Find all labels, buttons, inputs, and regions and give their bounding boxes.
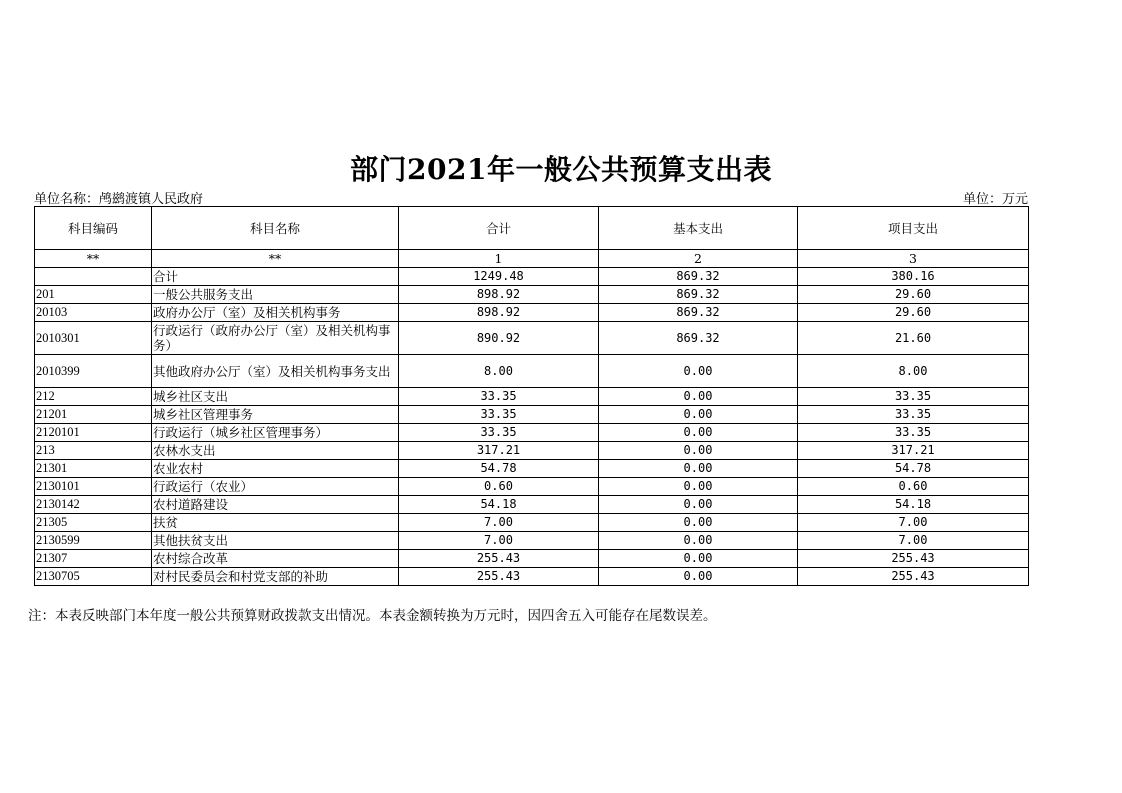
table-row bbox=[35, 322, 1029, 355]
project-cell: 8.00 bbox=[798, 355, 1029, 388]
index-cell: 3 bbox=[798, 250, 1029, 268]
table-row bbox=[35, 304, 1029, 322]
total-cell: 33.35 bbox=[399, 388, 599, 406]
table-row bbox=[35, 406, 1029, 424]
table-row bbox=[35, 286, 1029, 304]
basic-cell: 869.32 bbox=[599, 268, 798, 286]
footnote: 注：本表反映部门本年度一般公共预算财政拨款支出情况。本表金额转换为万元时，因四舍五入可能存在尾数误差。 bbox=[28, 608, 717, 624]
total-cell: 1249.48 bbox=[399, 268, 599, 286]
project-cell: 33.35 bbox=[798, 388, 1029, 406]
name-cell: 农业农村 bbox=[152, 460, 399, 478]
name-cell: 其他政府办公厅（室）及相关机构事务支出 bbox=[152, 355, 399, 388]
name-cell: 农村道路建设 bbox=[152, 496, 399, 514]
project-cell: 29.60 bbox=[798, 286, 1029, 304]
basic-cell: 869.32 bbox=[599, 322, 798, 355]
table-row bbox=[35, 478, 1029, 496]
name-cell: 行政运行（农业） bbox=[152, 478, 399, 496]
column-header-basic: 基本支出 bbox=[599, 207, 798, 250]
total-cell: 898.92 bbox=[399, 304, 599, 322]
code-cell bbox=[35, 268, 152, 286]
basic-cell: 869.32 bbox=[599, 304, 798, 322]
project-cell: 33.35 bbox=[798, 424, 1029, 442]
total-cell: 898.92 bbox=[399, 286, 599, 304]
project-cell: 54.78 bbox=[798, 460, 1029, 478]
code-cell: 21307 bbox=[35, 550, 152, 568]
index-cell: 2 bbox=[599, 250, 798, 268]
table-row bbox=[35, 532, 1029, 550]
code-cell: 21301 bbox=[35, 460, 152, 478]
name-cell: 行政运行（城乡社区管理事务） bbox=[152, 424, 399, 442]
column-header-name: 科目名称 bbox=[152, 207, 399, 250]
project-cell: 33.35 bbox=[798, 406, 1029, 424]
project-cell: 317.21 bbox=[798, 442, 1029, 460]
project-cell: 7.00 bbox=[798, 532, 1029, 550]
code-cell: 2120101 bbox=[35, 424, 152, 442]
table-row bbox=[35, 460, 1029, 478]
total-cell: 33.35 bbox=[399, 424, 599, 442]
index-cell: 1 bbox=[399, 250, 599, 268]
code-cell: 2010399 bbox=[35, 355, 152, 388]
total-cell: 0.60 bbox=[399, 478, 599, 496]
total-cell: 255.43 bbox=[399, 550, 599, 568]
project-cell: 54.18 bbox=[798, 496, 1029, 514]
basic-cell: 0.00 bbox=[599, 478, 798, 496]
budget-table bbox=[34, 206, 1029, 586]
index-cell: ** bbox=[152, 250, 399, 268]
project-cell: 255.43 bbox=[798, 550, 1029, 568]
name-cell: 其他扶贫支出 bbox=[152, 532, 399, 550]
basic-cell: 0.00 bbox=[599, 442, 798, 460]
name-cell: 行政运行（政府办公厅（室）及相关机构事务） bbox=[152, 322, 399, 355]
project-cell: 380.16 bbox=[798, 268, 1029, 286]
name-cell: 城乡社区支出 bbox=[152, 388, 399, 406]
table-row bbox=[35, 388, 1029, 406]
total-cell: 8.00 bbox=[399, 355, 599, 388]
column-header-project: 项目支出 bbox=[798, 207, 1029, 250]
table-row bbox=[35, 268, 1029, 286]
code-cell: 201 bbox=[35, 286, 152, 304]
code-cell: 21201 bbox=[35, 406, 152, 424]
total-cell: 317.21 bbox=[399, 442, 599, 460]
table-row bbox=[35, 568, 1029, 586]
index-cell: ** bbox=[35, 250, 152, 268]
total-cell: 890.92 bbox=[399, 322, 599, 355]
code-cell: 2010301 bbox=[35, 322, 152, 355]
total-cell: 54.78 bbox=[399, 460, 599, 478]
code-cell: 212 bbox=[35, 388, 152, 406]
basic-cell: 0.00 bbox=[599, 514, 798, 532]
table-row bbox=[35, 355, 1029, 388]
index-row bbox=[35, 250, 1029, 268]
currency-unit-label: 单位：万元 bbox=[962, 192, 1028, 207]
column-header-total: 合计 bbox=[399, 207, 599, 250]
basic-cell: 0.00 bbox=[599, 568, 798, 586]
total-cell: 7.00 bbox=[399, 532, 599, 550]
table-row bbox=[35, 496, 1029, 514]
code-cell: 2130599 bbox=[35, 532, 152, 550]
basic-cell: 0.00 bbox=[599, 406, 798, 424]
code-cell: 21305 bbox=[35, 514, 152, 532]
project-cell: 0.60 bbox=[798, 478, 1029, 496]
name-cell: 农村综合改革 bbox=[152, 550, 399, 568]
code-cell: 2130101 bbox=[35, 478, 152, 496]
basic-cell: 0.00 bbox=[599, 550, 798, 568]
table-row bbox=[35, 424, 1029, 442]
basic-cell: 0.00 bbox=[599, 388, 798, 406]
basic-cell: 0.00 bbox=[599, 532, 798, 550]
basic-cell: 0.00 bbox=[599, 460, 798, 478]
name-cell: 农林水支出 bbox=[152, 442, 399, 460]
name-cell: 一般公共服务支出 bbox=[152, 286, 399, 304]
code-cell: 213 bbox=[35, 442, 152, 460]
name-cell: 城乡社区管理事务 bbox=[152, 406, 399, 424]
name-cell: 扶贫 bbox=[152, 514, 399, 532]
project-cell: 21.60 bbox=[798, 322, 1029, 355]
column-header-code: 科目编码 bbox=[35, 207, 152, 250]
basic-cell: 869.32 bbox=[599, 286, 798, 304]
name-cell: 对村民委员会和村党支部的补助 bbox=[152, 568, 399, 586]
basic-cell: 0.00 bbox=[599, 496, 798, 514]
code-cell: 20103 bbox=[35, 304, 152, 322]
project-cell: 255.43 bbox=[798, 568, 1029, 586]
total-cell: 54.18 bbox=[399, 496, 599, 514]
unit-name-label: 单位名称：鸬鹚渡镇人民政府 bbox=[34, 192, 204, 207]
table-row bbox=[35, 514, 1029, 532]
page-title: 部门2021年一般公共预算支出表 bbox=[350, 153, 772, 186]
header-row bbox=[35, 207, 1029, 250]
basic-cell: 0.00 bbox=[599, 355, 798, 388]
basic-cell: 0.00 bbox=[599, 424, 798, 442]
table-row bbox=[35, 442, 1029, 460]
total-cell: 33.35 bbox=[399, 406, 599, 424]
code-cell: 2130142 bbox=[35, 496, 152, 514]
name-cell: 合计 bbox=[152, 268, 399, 286]
total-cell: 255.43 bbox=[399, 568, 599, 586]
code-cell: 2130705 bbox=[35, 568, 152, 586]
table-row bbox=[35, 550, 1029, 568]
project-cell: 29.60 bbox=[798, 304, 1029, 322]
total-cell: 7.00 bbox=[399, 514, 599, 532]
project-cell: 7.00 bbox=[798, 514, 1029, 532]
name-cell: 政府办公厅（室）及相关机构事务 bbox=[152, 304, 399, 322]
